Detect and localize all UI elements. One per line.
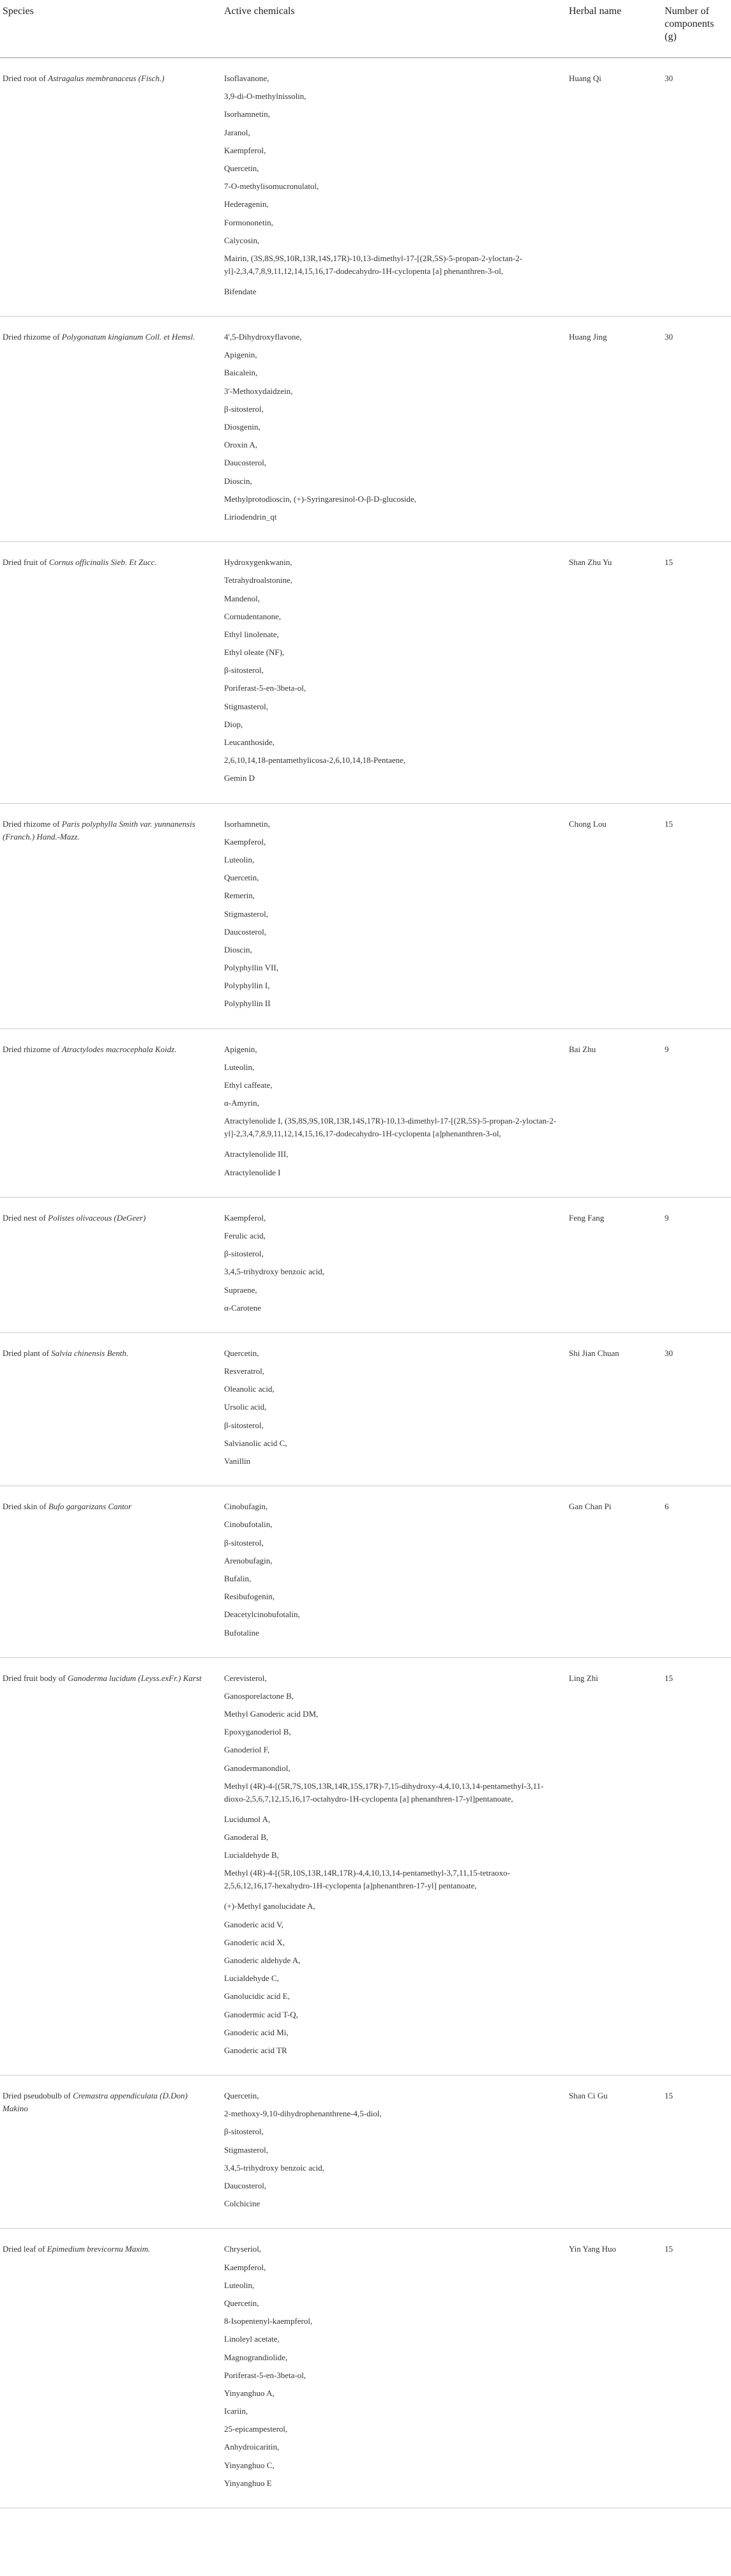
chemical-item: Magnograndiolide, (224, 2352, 288, 2362)
chemical-item: Ethyl caffeate, (224, 1080, 273, 1090)
chemical-item: Kaempferol, (224, 1212, 266, 1223)
chemical-item: Quercetin, (224, 873, 259, 883)
chemical-item: Stigmasterol, (224, 2144, 268, 2155)
chemical-item: Calycosin, (224, 235, 260, 245)
component-grams-cell: 15 (665, 818, 673, 829)
chemical-item: Atractylenolide III, (224, 1149, 289, 1159)
active-chemicals-cell (222, 1197, 566, 1332)
chemical-item: Mairin, (3S,8S,9S,10R,13R,14S,17R)-10,13-dimethyl-17-[(2R,5S)-5-propan-2-yloctan-2-yl]-2,3,4,7,8,9,11,12,14,15,16,17-dodecahydro-1H-cyclopenta [a] phenanthren-3-ol, (224, 253, 523, 276)
chemical-item: Salvianolic acid C, (224, 1438, 287, 1448)
header-number-of-components: Number of components (g) (662, 0, 731, 58)
chemical-list (224, 1043, 560, 1179)
active-chemicals-cell (222, 1332, 566, 1486)
species-part-label: Dried rhizome of (3, 818, 60, 829)
chemical-item: 4',5-Dihydroxyflavone, (224, 332, 302, 342)
chemical-item: Leucanthoside, (224, 737, 275, 747)
chemical-item: Linoleyl acetate, (224, 2334, 280, 2344)
chemical-list (224, 1212, 560, 1314)
chemical-item: Oleanolic acid, (224, 1384, 275, 1394)
herbal-name-cell: Chong Lou (569, 818, 607, 829)
chemical-item: Methylprotodioscin, (+)-Syringaresinol-O-β-D-glucoside, (224, 493, 416, 504)
species-part-label: Dried nest of (3, 1212, 46, 1223)
chemical-item: 2-methoxy-9,10-dihydrophenanthrene-4,5-diol, (224, 2109, 382, 2119)
chemical-item: Bufotaline (224, 1627, 259, 1638)
species-latin-name: Atractylodes macrocephala Koidz. (61, 1044, 177, 1054)
chemical-item: Formononetin, (224, 217, 273, 227)
chemical-item: Cerevisterol, (224, 1673, 267, 1683)
chemical-item: Gemin D (224, 773, 255, 783)
chemical-item: Mandenol, (224, 593, 260, 603)
species-cell (0, 542, 222, 803)
chemical-item: Hederagenin, (224, 199, 269, 209)
chemical-item: Kaempferol, (224, 836, 266, 847)
table-row (0, 317, 731, 542)
chemical-item: Liriodendrin_qt (224, 511, 277, 522)
header-active-chemicals: Active chemicals (222, 0, 566, 58)
chemical-item: Cornudentanone, (224, 611, 282, 621)
herbal-name-cell: Feng Fang (569, 1212, 605, 1223)
chemical-list (224, 818, 560, 1011)
chemical-item: Ethyl linolenate, (224, 629, 279, 639)
chemical-item: Dioscin, (224, 476, 252, 486)
chemical-item: α-Carotene (224, 1302, 262, 1313)
active-chemicals-cell (222, 58, 566, 317)
table-row (0, 1197, 731, 1332)
herbal-name-cell: Bai Zhu (569, 1044, 596, 1054)
chemical-item: Luteolin, (224, 2280, 255, 2290)
chemical-item: 3,4,5-trihydroxy benzoic acid, (224, 1267, 325, 1277)
chemical-item: Polyphyllin II (224, 998, 271, 1009)
chemical-item: Diop, (224, 719, 243, 729)
species-latin-name: Cornus officinalis Sieb. Et Zucc. (49, 557, 157, 568)
chemical-item: Polyphyllin I, (224, 981, 270, 991)
species-cell (0, 1332, 222, 1486)
chemical-item: Ganoderic acid V, (224, 1919, 284, 1929)
chemical-item: Atractylenolide I (224, 1167, 281, 1177)
chemical-item: Ganoderic aldehyde A, (224, 1955, 301, 1965)
chemical-item: Ganodermic acid T-Q, (224, 2009, 298, 2019)
species-latin-name: Polygonatum kingianum Coll. et Hemsl. (61, 332, 195, 342)
chemical-item: Lucialdehyde B, (224, 1850, 279, 1860)
chemical-item: β-sitosterol, (224, 1249, 264, 1259)
chemical-item: Yinyanghuo A, (224, 2388, 275, 2398)
chemical-item: Lucidumol A, (224, 1814, 271, 1824)
chemical-item: Anhydroicaritin, (224, 2442, 280, 2452)
chemical-item: Poriferast-5-en-3beta-ol, (224, 683, 306, 693)
species-latin-name: Bufo gargarizans Cantor (48, 1502, 132, 1512)
chemical-item: Ethyl oleate (NF), (224, 647, 285, 658)
chemical-item: Methyl (4R)-4-[(5R,7S,10S,13R,14R,15S,17R)-7,15-dihydroxy-4,4,10,13,14-pentamethyl-3,11-dioxo-2,5,6,7,12,15,16,17-octahydro-1H-cyclopenta [a] phenanthren-17-yl]pentanoate, (224, 1781, 544, 1804)
chemical-item: Resveratrol, (224, 1366, 265, 1376)
herbal-name-cell: Yin Yang Huo (569, 2244, 617, 2254)
chemical-item: Baicalein, (224, 368, 258, 378)
herbal-name-cell: Huang Jing (569, 332, 607, 342)
chemical-item: Quercetin, (224, 163, 259, 173)
chemical-item: Methyl Ganoderic acid DM, (224, 1709, 319, 1719)
table-header (0, 0, 731, 58)
chemical-item: Daucosterol, (224, 2181, 267, 2190)
species-latin-name: Ganoderma lucidum (Leyss.exFr.) Karst (67, 1673, 202, 1683)
active-chemicals-cell (222, 317, 566, 542)
active-chemicals-cell (222, 1657, 566, 2075)
species-cell (0, 1657, 222, 2075)
header-herbal-name: Herbal name (566, 0, 662, 58)
species-cell (0, 803, 222, 1028)
herbal-name-cell: Ling Zhi (569, 1673, 598, 1683)
chemical-item: (+)-Methyl ganolucidate A, (224, 1901, 315, 1911)
chemical-item: Resibufogenin, (224, 1592, 275, 1602)
table-body (0, 58, 731, 2508)
header-row (0, 0, 731, 58)
chemical-item: Quercetin, (224, 2091, 259, 2101)
species-latin-name: Astragalus membranaceus (Fisch.) (48, 73, 165, 83)
chemical-item: Bufalin, (224, 1573, 252, 1583)
chemical-item: Arenobufagin, (224, 1555, 273, 1565)
herbal-name-cell: Huang Qi (569, 73, 601, 83)
chemical-list (224, 556, 560, 785)
chemical-item: Ganoderic acid Mi, (224, 2027, 289, 2037)
table-row (0, 1486, 731, 1658)
species-latin-name: Cremastra appendiculata (D.Don) Makino (3, 2091, 188, 2114)
chemical-item: Stigmasterol, (224, 701, 268, 711)
chemical-item: Kaempferol, (224, 2262, 266, 2272)
species-part-label: Dried leaf of (3, 2244, 45, 2254)
active-chemicals-cell (222, 2075, 566, 2229)
chemical-item: Isoflavanone, (224, 73, 269, 83)
chemical-item: α-Amyrin, (224, 1098, 259, 1108)
component-grams-cell: 9 (665, 1212, 669, 1223)
chemical-item: Bifendate (224, 286, 257, 296)
chemical-item: Diosgenin, (224, 422, 260, 432)
component-grams-cell: 15 (665, 1673, 673, 1683)
chemical-item: 3,4,5-trihydroxy benzoic acid, (224, 2162, 325, 2173)
species-cell (0, 317, 222, 542)
chemical-item: Dioscin, (224, 944, 252, 954)
chemical-item: Chryseriol, (224, 2244, 262, 2254)
component-grams-cell: 9 (665, 1044, 669, 1054)
herbal-name-cell: Shan Zhu Yu (569, 557, 612, 568)
chemical-item: Cinobufagin, (224, 1502, 268, 1512)
chemical-item: Yinyanghuo C, (224, 2460, 275, 2470)
chemical-item: β-sitosterol, (224, 2127, 264, 2137)
chemical-item: Luteolin, (224, 854, 255, 864)
species-cell (0, 2229, 222, 2508)
species-part-label: Dried rhizome of (3, 1044, 60, 1054)
species-cell (0, 1486, 222, 1658)
component-grams-cell: 15 (665, 2091, 673, 2101)
chemical-item: β-sitosterol, (224, 665, 264, 675)
chemical-item: Ganoderic acid TR (224, 2045, 287, 2055)
chemical-list (224, 331, 560, 523)
chemical-list (224, 72, 560, 298)
table-row (0, 803, 731, 1028)
species-latin-name: Epimedium brevicornu Maxim. (47, 2244, 151, 2254)
active-chemicals-cell (222, 1028, 566, 1197)
chemical-item: Ganoderal B, (224, 1832, 269, 1842)
species-part-label: Dried root of (3, 73, 46, 83)
species-part-label: Dried fruit of (3, 557, 47, 568)
chemical-item: Remerin, (224, 891, 255, 901)
chemical-item: Ganolucidic acid E, (224, 1991, 290, 2001)
species-part-label: Dried rhizome of (3, 332, 60, 342)
chemical-item: Oroxin A, (224, 440, 257, 450)
chemical-item: Ursolic acid, (224, 1402, 267, 1412)
chemical-item: Tetrahydroalstonine, (224, 575, 293, 585)
chemical-list (224, 1347, 560, 1468)
chemical-item: Ganoderiol F, (224, 1745, 270, 1755)
chemical-item: Daucosterol, (224, 926, 267, 937)
chemical-item: β-sitosterol, (224, 403, 264, 414)
chemical-item: Supraene, (224, 1284, 257, 1295)
header-species: Species (0, 0, 222, 58)
chemical-item: 2,6,10,14,18-pentamethylicosa-2,6,10,14,18-Pentaene, (224, 755, 406, 765)
species-cell (0, 1028, 222, 1197)
species-latin-name: Salvia chinensis Benth. (51, 1348, 129, 1358)
chemical-item: Daucosterol, (224, 458, 267, 468)
chemical-item: Methyl (4R)-4-[(5R,10S,13R,14R,17R)-4,4,10,13,14-pentamethyl-3,7,11,15-tetraoxo-2,5,6,12,16,17-hexahydro-1H-cyclopenta [a]phenanthren-17-yl] pentanoate, (224, 1868, 510, 1891)
chemical-item: Epoxyganoderiol B, (224, 1727, 291, 1737)
chemical-item: Lucialdehyde C, (224, 1973, 279, 1984)
chemical-item: Ferulic acid, (224, 1230, 266, 1240)
chemical-item: 3,9-di-O-methylnissolin, (224, 91, 306, 102)
chemical-item: Stigmasterol, (224, 908, 268, 919)
species-part-label: Dried plant of (3, 1348, 49, 1358)
chemical-list (224, 2090, 560, 2210)
chemical-item: β-sitosterol, (224, 1537, 264, 1548)
component-grams-cell: 6 (665, 1502, 669, 1512)
chemical-list (224, 2243, 560, 2489)
component-grams-cell: 30 (665, 1348, 673, 1358)
chemical-item: Kaempferol, (224, 145, 266, 155)
table-row (0, 2075, 731, 2229)
species-part-label: Dried pseudobulb of (3, 2091, 71, 2101)
component-grams-cell: 30 (665, 73, 673, 83)
active-chemicals-cell (222, 542, 566, 803)
chemical-list (224, 1500, 560, 1639)
chemical-item: Polyphyllin VII, (224, 963, 278, 973)
chemical-item: Atractylenolide I, (3S,8S,9S,10R,13R,14S,17R)-10,13-dimethyl-17-[(2R,5S)-5-propan-2-yloctan-2-yl]-2,3,4,7,8,9,11,12,14,15,16,17-dodecahydro-1H-cyclopenta [a]phenanthren-3-ol, (224, 1116, 557, 1139)
chemical-item: Quercetin, (224, 1348, 259, 1358)
table-row (0, 58, 731, 317)
species-cell (0, 58, 222, 317)
chemical-item: Icariin, (224, 2406, 248, 2416)
table-row (0, 1028, 731, 1197)
chemical-item: Apigenin, (224, 1044, 257, 1054)
chemical-item: β-sitosterol, (224, 1420, 264, 1430)
chemical-item: Yinyanghuo E (224, 2478, 272, 2488)
table-row (0, 1332, 731, 1486)
chemical-item: Hydroxygenkwanin, (224, 557, 292, 568)
chemical-item: 25-epicampesterol, (224, 2424, 288, 2434)
chemical-item: Vanillin (224, 1456, 251, 1466)
table-row (0, 1657, 731, 2075)
chemical-item: Poriferast-5-en-3beta-ol, (224, 2370, 306, 2380)
chemical-item: Quercetin, (224, 2298, 259, 2308)
component-grams-cell: 30 (665, 332, 673, 342)
table-row (0, 2229, 731, 2508)
chemical-item: Cinobufotalin, (224, 1519, 273, 1530)
species-part-label: Dried skin of (3, 1502, 47, 1512)
chemical-item: Ganodermanondiol, (224, 1763, 290, 1773)
active-chemicals-cell (222, 1486, 566, 1658)
chemical-item: Ganoderic acid X, (224, 1937, 285, 1947)
component-grams-cell: 15 (665, 2244, 673, 2254)
chemical-item: 8-Isopentenyl-kaempferol, (224, 2316, 313, 2326)
species-cell (0, 1197, 222, 1332)
chemical-item: Luteolin, (224, 1062, 255, 1072)
chemical-item: Jaranol, (224, 127, 250, 137)
active-chemicals-cell (222, 2229, 566, 2508)
chemical-item: 3'-Methoxydaidzein, (224, 386, 293, 396)
species-cell (0, 2075, 222, 2229)
herbal-name-cell: Shan Ci Gu (569, 2091, 608, 2101)
herbal-name-cell: Shi Jian Chuan (569, 1348, 619, 1358)
species-latin-name: Polistes olivaceous (DeGeer) (48, 1212, 146, 1223)
herbal-name-cell: Gan Chan Pi (569, 1502, 612, 1512)
component-grams-cell: 15 (665, 557, 673, 568)
active-chemicals-cell (222, 803, 566, 1028)
table-row (0, 542, 731, 803)
chemical-item: Deacetylcinobufotalin, (224, 1609, 300, 1620)
chemical-item: Apigenin, (224, 350, 257, 360)
chemical-item: Isorhamnetin, (224, 818, 270, 829)
chemical-item: Isorhamnetin, (224, 109, 270, 119)
chemical-list (224, 1672, 560, 2057)
chemical-item: 7-O-methylisomucronulatol, (224, 181, 319, 192)
species-latin-name: Paris polyphylla Smith var. yunnanensis (Franch.) Hand.-Mazz. (3, 818, 195, 841)
chemical-item: Colchicine (224, 2199, 260, 2209)
chemical-item: Ganosporelactone B, (224, 1691, 294, 1701)
species-part-label: Dried fruit body of (3, 1673, 66, 1683)
